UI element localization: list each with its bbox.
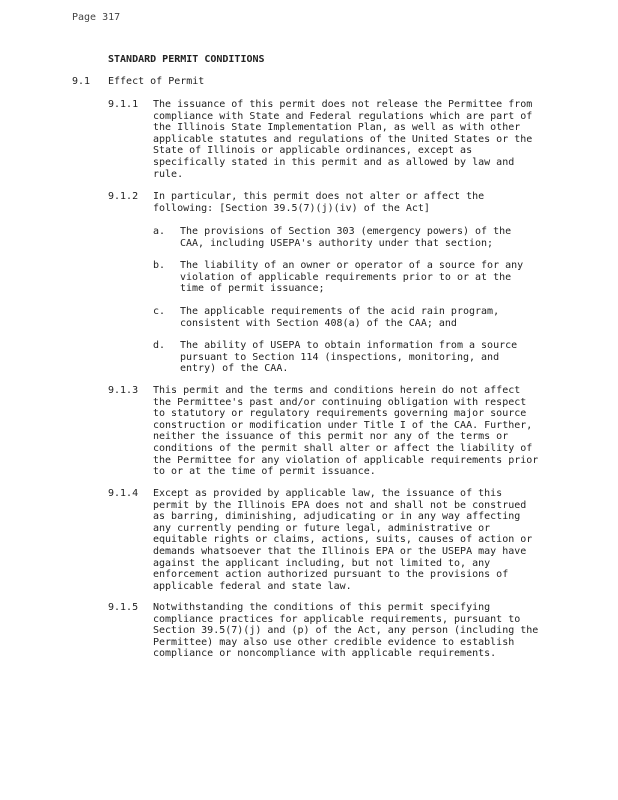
- paragraph-text: This permit and the terms and conditions herein do not affect the Permittee's past and/or continuing obligation with respect to statutory or regulatory requirements governing major source construction or modification under Title I of the CAA. Further, neither the issuance of this permit nor any of the terms or conditions of the permit shall alter or affect the liability of the Permittee for any violation of applicable requirements prior to or at the time of permit issuance.: [153, 385, 539, 478]
- paragraph-number: 9.1.3: [108, 385, 139, 396]
- list-item-letter: d.: [153, 340, 166, 351]
- paragraph-9-1-5: [108, 602, 548, 660]
- list-item-text: The provisions of Section 303 (emergency powers) of the CAA, including USEPA's authority under that section;: [180, 226, 512, 249]
- list-item-text: The liability of an owner or operator of a source for any violation of applicable requirements prior to or at the time of permit issuance;: [180, 260, 524, 295]
- paragraph-text: The issuance of this permit does not release the Permittee from compliance with State and Federal regulations which are part of the Illinois State Implementation Plan, as well as with other applicable statutes and regulations of the United States or the State of Illinois or applicable ordinances, except as specifically stated in this permit and as allowed by law and rule.: [153, 99, 533, 180]
- list-item-c: [153, 306, 543, 329]
- paragraph-number: 9.1.5: [108, 602, 139, 613]
- section-title: Effect of Permit: [108, 76, 205, 87]
- paragraph-text: In particular, this permit does not alter or affect the following: [Section 39.5(7)(j)(iv) of the Act]: [153, 191, 485, 214]
- paragraph-9-1-4: [108, 488, 548, 592]
- list-item-letter: b.: [153, 260, 166, 271]
- page-number: Page 317: [72, 12, 121, 23]
- paragraph-text: Except as provided by applicable law, the issuance of this permit by the Illinois EPA does not and shall not be construed as barring, diminishing, adjudicating or in any way affecting any currently pending or future legal, administrative or equitable rights or claims, actions, suits, causes of action or demands whatsoever that the Illinois EPA or the USEPA may have against the applicant including, but not limited to, any enforcement action authorized pursuant to the provisions of applicable federal and state law.: [153, 488, 533, 592]
- paragraph-text: Notwithstanding the conditions of this permit specifying compliance practices for applicable requirements, pursuant to Section 39.5(7)(j) and (p) of the Act, any person (including the Permittee) may also use other credible evidence to establish compliance or noncompliance with applicable requirements.: [153, 602, 539, 660]
- list-item-a: [153, 226, 543, 249]
- paragraph-number: 9.1.1: [108, 99, 139, 110]
- paragraph-number: 9.1.2: [108, 191, 139, 202]
- paragraph-9-1-2: [108, 191, 548, 214]
- paragraph-9-1-3: [108, 385, 548, 478]
- list-item-letter: c.: [153, 306, 166, 317]
- list-item-text: The ability of USEPA to obtain information from a source pursuant to Section 114 (inspections, monitoring, and entry) of the CAA.: [180, 340, 518, 375]
- list-item-letter: a.: [153, 226, 166, 237]
- paragraph-number: 9.1.4: [108, 488, 139, 499]
- document-heading: STANDARD PERMIT CONDITIONS: [108, 54, 265, 65]
- section-heading: [72, 76, 204, 88]
- list-item-text: The applicable requirements of the acid rain program, consistent with Section 408(a) of the CAA; and: [180, 306, 500, 329]
- paragraph-9-1-1: [108, 99, 548, 180]
- list-item-b: [153, 260, 543, 295]
- section-number: 9.1: [72, 76, 91, 87]
- list-item-d: [153, 340, 543, 375]
